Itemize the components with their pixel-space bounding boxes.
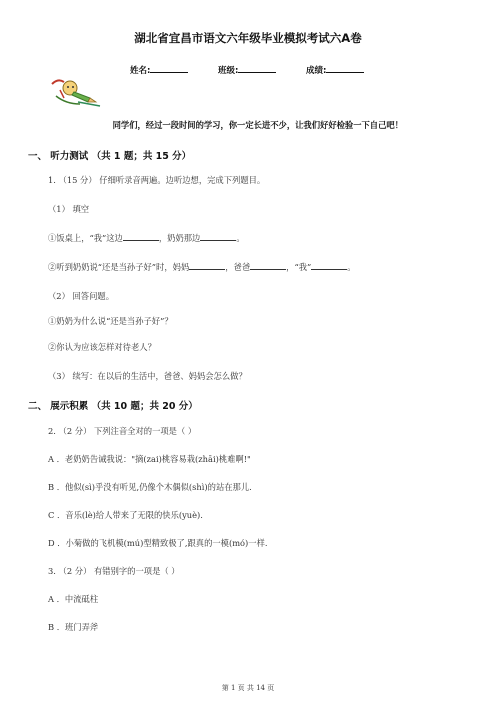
fill-text: 。 <box>347 262 356 272</box>
answer-blank[interactable] <box>200 232 236 241</box>
question-1-part-2: （2） 回答问题。 <box>48 291 114 301</box>
fill-line-2 <box>48 261 356 273</box>
fill-text: ，“我” <box>286 262 312 272</box>
class-field <box>218 64 276 76</box>
page-title: 湖北省宜昌市语文六年级毕业模拟考试六A卷 <box>134 31 362 45</box>
fill-text: 。 <box>236 233 245 243</box>
question-2-option-d: D ．小菊做的飞机模(mú)型精致极了,跟真的一模(mó)一样. <box>48 538 268 548</box>
fill-text: ①饭桌上，“我”这边 <box>48 233 123 243</box>
fill-line-1 <box>48 232 245 244</box>
question-2-option-a: A ．老奶奶告诫我说："摘(zai)桃容易栽(zhāi)桃难啊!" <box>48 454 251 464</box>
question-1-part-1: （1） 填空 <box>48 204 90 214</box>
fill-text: ②听到奶奶说“还是当孙子好”时，妈妈 <box>48 262 190 272</box>
name-label: 姓名: <box>130 66 151 76</box>
fill-text: ，奶奶那边 <box>158 233 201 243</box>
question-2-option-c: C ．音乐(lè)给人带来了无限的快乐(yuè). <box>48 510 203 520</box>
fill-text: ，爸爸 <box>225 262 251 272</box>
question-1-part-3: （3） 续写：在以后的生活中，爸爸、妈妈会怎么做？ <box>48 371 247 381</box>
page-footer: 第 1 页 共 14 页 <box>221 684 275 692</box>
section-heading-accumulation: 二、 展示积累 （共 10 题；共 20 分） <box>28 401 198 412</box>
answer-blank[interactable] <box>189 261 225 270</box>
class-label: 班级: <box>218 66 239 76</box>
answer-blank[interactable] <box>123 232 159 241</box>
answer-blank[interactable] <box>311 261 347 270</box>
question-1-part-2-sub-1: ①奶奶为什么说“还是当孙子好”？ <box>48 316 173 326</box>
score-field <box>306 64 364 76</box>
answer-blank[interactable] <box>250 261 286 270</box>
name-blank <box>150 64 188 73</box>
score-label: 成绩: <box>306 66 327 76</box>
motto-text: 同学们，经过一段时间的学习，你一定长进不少，让我们好好检验一下自己吧！ <box>112 120 403 130</box>
question-3-option-b: B ．班门弄斧 <box>48 622 99 632</box>
mascot-pencil-icon <box>48 76 104 110</box>
question-2: 2. （2 分） 下列注音全对的一项是（ ） <box>48 426 197 436</box>
question-3-option-a: A ．中流砥柱 <box>48 594 99 604</box>
question-1: 1. （15 分） 仔细听录音两遍。边听边想，完成下列题目。 <box>48 175 266 185</box>
class-blank <box>238 64 276 73</box>
question-1-part-2-sub-2: ②你认为应该怎样对待老人？ <box>48 342 156 352</box>
question-2-option-b: B ．他似(sì)乎没有听见,仍像个木偶似(shì)的站在那儿. <box>48 482 252 492</box>
score-blank <box>326 64 364 73</box>
question-3: 3. （2 分） 有错别字的一项是（ ） <box>48 566 180 576</box>
name-field <box>130 64 188 76</box>
section-heading-listening: 一、 听力测试 （共 1 题；共 15 分） <box>28 151 192 162</box>
